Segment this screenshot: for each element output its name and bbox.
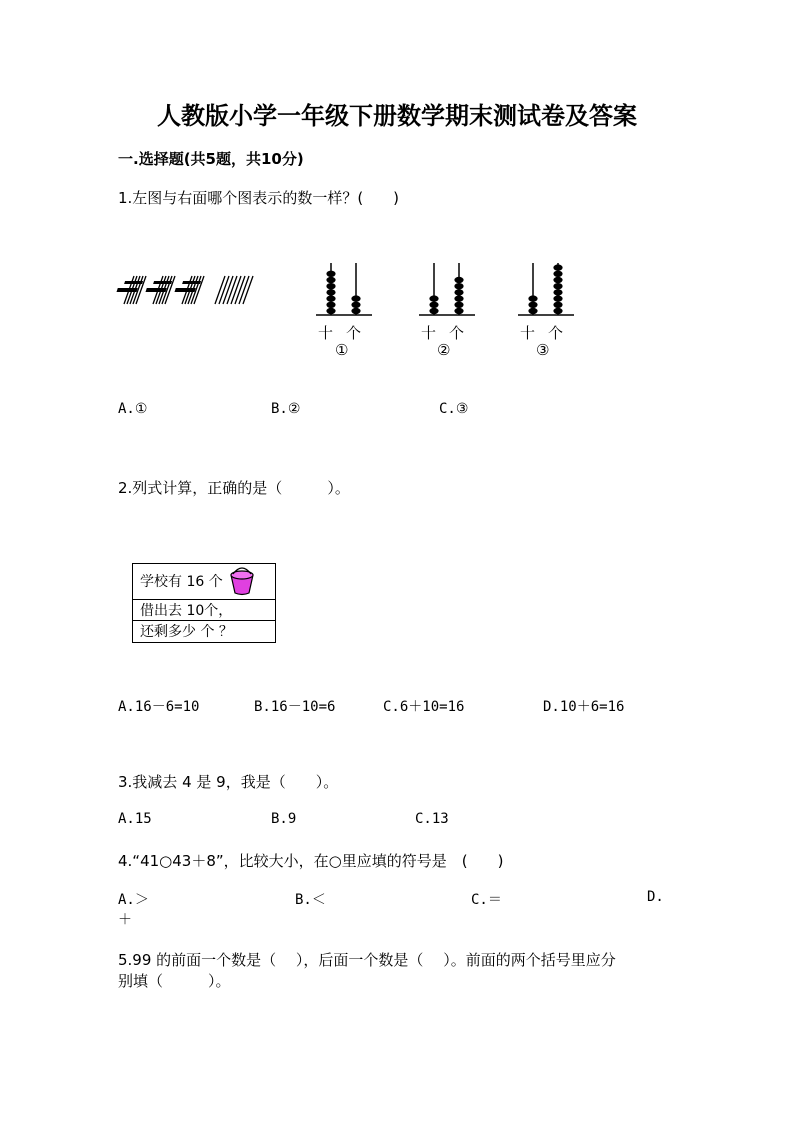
abacus-bead-ones (553, 277, 562, 283)
bucket-icon (228, 566, 256, 596)
abacus-bead-ones (454, 283, 463, 289)
q3-option-b[interactable]: B.9 (271, 811, 297, 827)
question-5-line-1: 5.99 的前面一个数是（ ），后面一个数是（ ）。前面的两个括号里应分 (118, 951, 616, 969)
word-problem-line-2: 借出去 10个， (133, 601, 275, 621)
abacus-bead-tens (326, 308, 335, 314)
abacus-bead-tens (528, 295, 537, 301)
q3-option-c[interactable]: C.13 (415, 811, 449, 827)
abacus-1-ones-label: 个 (346, 324, 362, 342)
abacus-bead-tens (429, 308, 438, 314)
q4-option-d[interactable]: D. (647, 889, 664, 905)
abacus-bead-tens (326, 302, 335, 308)
abacus-bead-ones (454, 277, 463, 283)
section-heading: 一.选择题(共5题，共10分) (118, 150, 304, 168)
question-5-line-2: 别填（ ）。 (118, 972, 231, 990)
q1-option-b[interactable]: B.② (271, 401, 301, 417)
q4-option-c[interactable]: C.＝ (471, 892, 502, 908)
q1-option-c[interactable]: C.③ (439, 401, 469, 417)
q2-option-c[interactable]: C.6＋10=16 (383, 699, 465, 715)
abacus-bead-ones (553, 302, 562, 308)
abacus-bead-ones (454, 308, 463, 314)
abacus-bead-tens (326, 295, 335, 301)
q4-option-a[interactable]: A.＞ (118, 892, 149, 908)
question-2-text: 2.列式计算，正确的是（ ）。 (118, 479, 350, 497)
q4-option-d-symbol[interactable]: ＋ (118, 912, 132, 928)
abacus-2-ones-label: 个 (449, 324, 465, 342)
abacus-1-tens-label: 十 (318, 324, 334, 342)
abacus-bead-ones (553, 264, 562, 270)
question-3-text: 3.我减去 4 是 9，我是（ ）。 (118, 773, 339, 791)
question-1-text: 1.左图与右面哪个图表示的数一样？( ) (118, 189, 400, 207)
abacus-1-number: ① (335, 341, 349, 359)
abacus-bead-tens (429, 302, 438, 308)
abacus-bead-ones (351, 302, 360, 308)
q2-option-b[interactable]: B.16－10=6 (254, 699, 336, 715)
abacus-bead-ones (553, 289, 562, 295)
abacus-bead-tens (326, 289, 335, 295)
abacus-2-tens-label: 十 (421, 324, 437, 342)
abacus-figures (0, 0, 794, 400)
abacus-bead-ones (351, 308, 360, 314)
q2-option-d[interactable]: D.10＋6=16 (543, 699, 625, 715)
abacus-3-ones-label: 个 (548, 324, 564, 342)
abacus-bead-tens (326, 271, 335, 277)
abacus-bead-tens (429, 295, 438, 301)
abacus-bead-ones (351, 295, 360, 301)
abacus-bead-ones (454, 302, 463, 308)
q1-option-a[interactable]: A.① (118, 401, 148, 417)
word-problem-line-3: 还剩多少 个 ？ (140, 624, 233, 640)
abacus-bead-ones (553, 271, 562, 277)
abacus-bead-ones (454, 295, 463, 301)
abacus-2-number: ② (437, 341, 451, 359)
q4-option-b[interactable]: B.＜ (295, 892, 326, 908)
abacus-3-number: ③ (536, 341, 550, 359)
abacus-bead-ones (553, 295, 562, 301)
abacus-3-tens-label: 十 (520, 324, 536, 342)
abacus-bead-tens (528, 308, 537, 314)
abacus-1 (316, 263, 372, 315)
question-4-text: 4.“41○43＋8”，比较大小，在○里应填的符号是 ( ) (118, 852, 504, 870)
abacus-bead-tens (528, 302, 537, 308)
q3-option-a[interactable]: A.15 (118, 811, 152, 827)
abacus-bead-ones (454, 289, 463, 295)
q2-option-a[interactable]: A.16－6=10 (118, 699, 200, 715)
abacus-bead-ones (553, 283, 562, 289)
page-title: 人教版小学一年级下册数学期末测试卷及答案 (157, 102, 637, 130)
abacus-bead-tens (326, 277, 335, 283)
abacus-3 (518, 263, 574, 315)
abacus-bead-ones (553, 308, 562, 314)
word-problem-line-1-text: 学校有 16 个 (140, 574, 223, 590)
abacus-bead-tens (326, 283, 335, 289)
abacus-2 (419, 263, 475, 315)
